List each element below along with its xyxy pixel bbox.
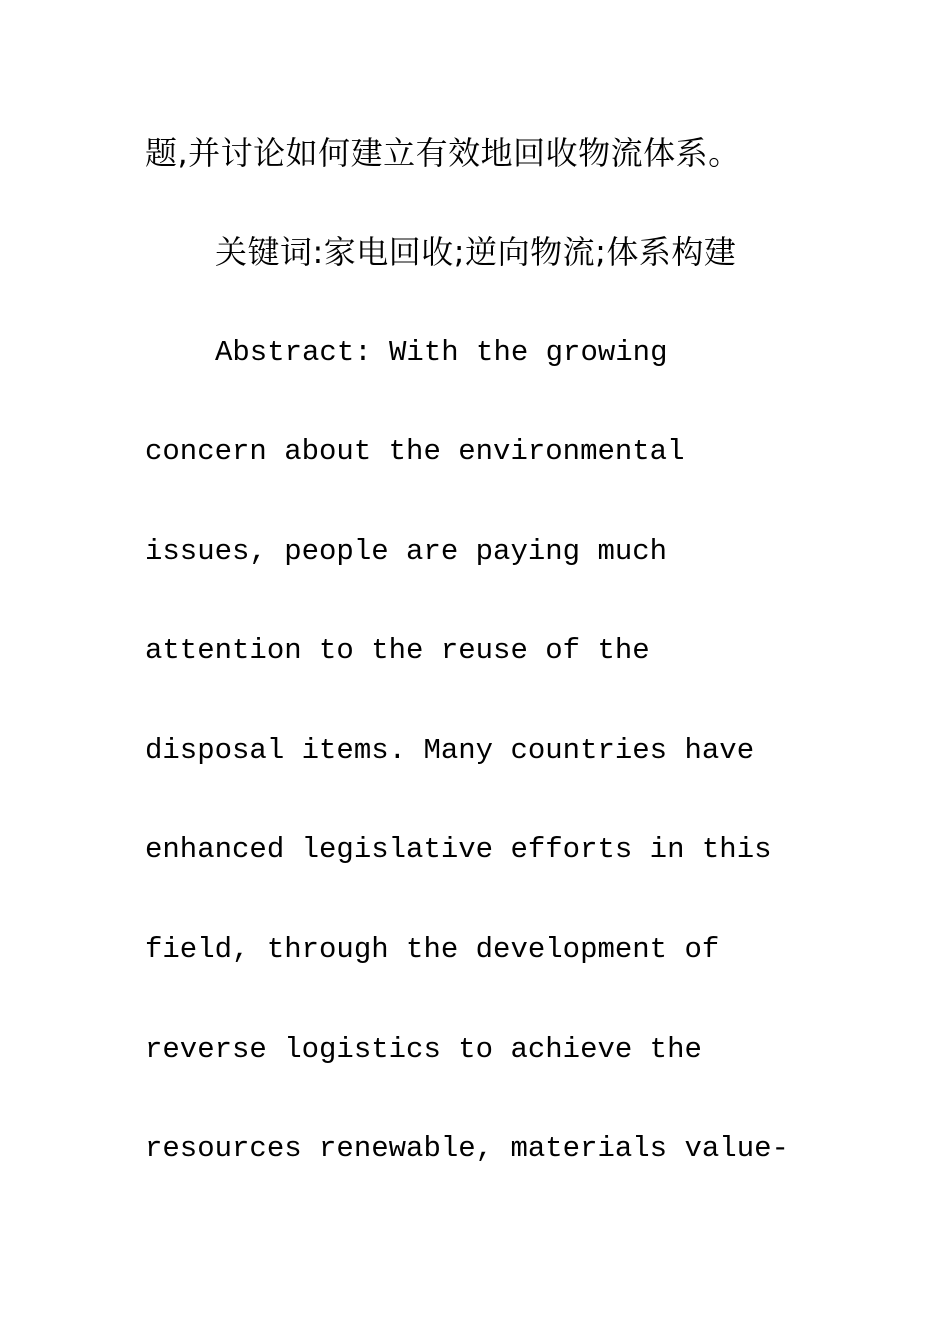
keywords-line: 关键词:家电回收;逆向物流;体系构建 (215, 233, 737, 271)
abstract-line: field, through the development of (145, 933, 720, 966)
abstract-line: issues, people are paying much (145, 535, 668, 568)
abstract-line: Abstract: With the growing (215, 336, 668, 369)
abstract-line: concern about the environmental (145, 435, 685, 468)
abstract-line: attention to the reuse of the (145, 634, 650, 667)
abstract-line: enhanced legislative efforts in this (145, 833, 772, 866)
abstract-line: resources renewable, materials value- (145, 1132, 789, 1165)
abstract-line: reverse logistics to achieve the (145, 1033, 702, 1066)
abstract-line: disposal items. Many countries have (145, 734, 755, 767)
body-text-line: 题,并讨论如何建立有效地回收物流体系。 (145, 134, 741, 172)
